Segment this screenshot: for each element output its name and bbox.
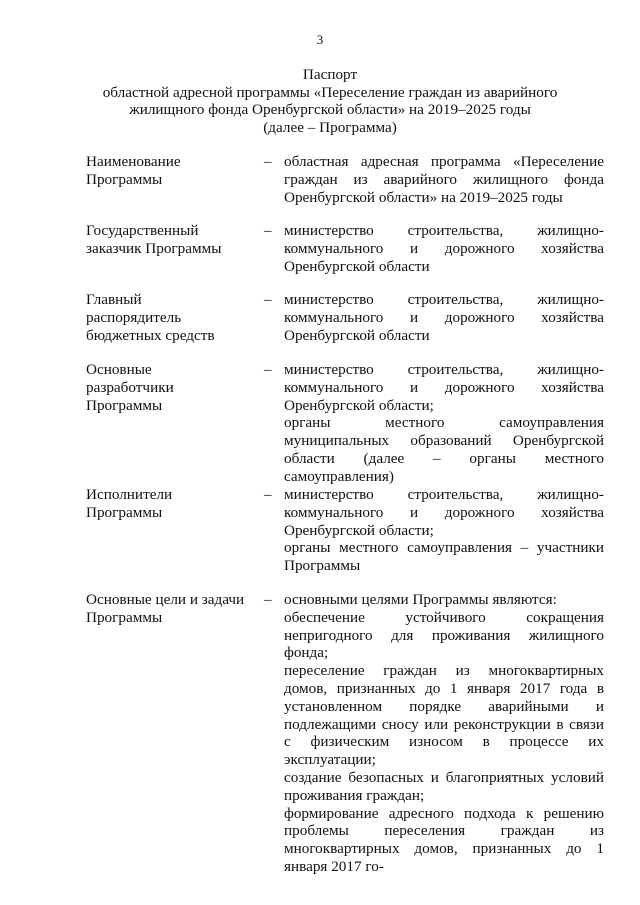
label-line: разработчики: [86, 378, 174, 396]
label-line: Программы: [86, 608, 163, 626]
label-line: распорядитель: [86, 308, 182, 326]
value-paragraph: органы местного самоуправления муниципальных образований Оренбургской области (далее – органы местного самоуправления): [284, 414, 604, 485]
value-paragraph: областная адресная программа «Переселение граждан из аварийного жилищного фонда Оренбургской области» на 2019–2025 годы: [284, 153, 604, 206]
row-dash: –: [264, 291, 272, 308]
row-value: [284, 222, 604, 275]
label-line: Государственный: [86, 222, 199, 239]
value-paragraph: создание безопасных и благоприятных условий проживания граждан;: [284, 768, 604, 804]
row-label: [86, 153, 258, 189]
row-value: [284, 291, 604, 344]
value-paragraph: министерство строительства, жилищно-коммунального и дорожного хозяйства Оренбургской области: [284, 222, 604, 275]
row-label: [86, 222, 258, 258]
row-dash: –: [264, 361, 272, 378]
value-paragraph: министерство строительства, жилищно-коммунального и дорожного хозяйства Оренбургской области;: [284, 361, 604, 414]
title-heading: Паспорт: [302, 66, 358, 83]
value-paragraph: обеспечение устойчивого сокращения непригодного для проживания жилищного фонда;: [284, 608, 604, 662]
row-dash: –: [264, 153, 272, 170]
label-line: Наименование: [86, 153, 181, 170]
value-paragraph: переселение граждан из многоквартирных домов, признанных до 1 января 2017 года в установленном порядке аварийными и подлежащими сносу или реконструкции в связи с физическим износом в процессе их эксплуатации;: [284, 662, 604, 769]
row-label: [86, 361, 258, 414]
page-number: 3: [316, 32, 324, 47]
label-line: заказчик Программы: [86, 239, 222, 257]
label-line: бюджетных средств: [86, 326, 215, 344]
row-value: [284, 361, 604, 486]
title-line: областной адресной программы «Переселение граждан из аварийного: [102, 83, 558, 101]
row-dash: –: [264, 591, 272, 608]
value-paragraph: министерство строительства, жилищно-коммунального и дорожного хозяйства Оренбургской области: [284, 291, 604, 344]
value-paragraph: основными целями Программы являются:: [284, 591, 557, 608]
title-line: (далее – Программа): [263, 118, 397, 136]
value-paragraph: министерство строительства, жилищно-коммунального и дорожного хозяйства Оренбургской области;: [284, 486, 604, 539]
row-label: [86, 291, 258, 344]
row-value: [284, 153, 604, 206]
label-line: Основные: [86, 361, 152, 378]
row-label: [86, 486, 258, 522]
row-value: [284, 486, 604, 575]
label-line: Исполнители: [86, 486, 173, 503]
label-line: Программы: [86, 503, 163, 521]
title-line: жилищного фонда Оренбургской области» на 2019–2025 годы: [129, 101, 531, 118]
row-label: [86, 591, 258, 627]
label-line: Главный: [86, 291, 142, 308]
row-dash: –: [264, 222, 272, 239]
document-title: [60, 66, 600, 136]
label-line: Программы: [86, 170, 163, 188]
label-line: Основные цели и задачи: [86, 591, 245, 608]
row-value: [284, 591, 604, 876]
value-paragraph: формирование адресного подхода к решению проблемы переселения граждан из многоквартирных домов, признанных до 1 января 2017 го-: [284, 804, 604, 875]
row-dash: –: [264, 486, 272, 503]
value-paragraph: органы местного самоуправления – участники Программы: [284, 539, 604, 575]
label-line: Программы: [86, 396, 163, 414]
